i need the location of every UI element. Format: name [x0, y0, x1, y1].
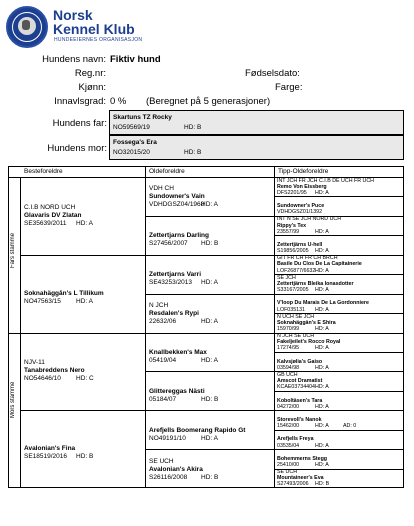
- row-divider: [274, 196, 404, 197]
- inbreeding-value: 0 %: [110, 96, 127, 107]
- great-grandparents-title: N JCH: [149, 302, 169, 310]
- great-great-grandparents-reg: KCAE03734404: [277, 384, 315, 391]
- great-grandparents-hd: HD: B: [201, 395, 219, 403]
- mother-box: [109, 135, 404, 160]
- great-great-grandparents-hd: HD: A: [315, 423, 329, 430]
- grandparents-hd: HD: A: [76, 219, 93, 227]
- great-great-grandparents-reg: 04272/00: [277, 403, 300, 410]
- great-great-grandparents-hd: HD: A: [315, 325, 329, 332]
- great-great-grandparents-hd: HD: A: [315, 364, 329, 371]
- great-grandparents-reg: 05419/04: [149, 356, 177, 364]
- sex-label: Kjønn:: [78, 82, 106, 93]
- birth-label: Fødselsdato:: [245, 68, 300, 79]
- great-great-grandparents-ad: AD: 0: [343, 423, 357, 430]
- great-grandparents-name: Sundowner's Vain: [149, 193, 205, 201]
- row-divider: [274, 391, 404, 392]
- mother-reg: NO32015/20: [113, 149, 150, 156]
- great-grandparents-hd: HD: A: [201, 434, 218, 442]
- grandparents-name: Soknahäggån's L Tillikum: [24, 289, 104, 297]
- great-great-grandparents-title: N JCH SE UCH: [277, 333, 315, 339]
- great-great-grandparents-name: Zettertjärns U-hell: [277, 242, 323, 248]
- great-great-grandparents-reg: 23557/99: [277, 228, 300, 235]
- great-great-grandparents-title: INT JCH FR JCH C.I.B DE UCH FR UCH: [277, 177, 375, 184]
- great-great-grandparents-hd: HD: A: [315, 442, 329, 449]
- grandparents-title: C.I.B NORD UCH: [24, 203, 76, 211]
- col-header-grandparents: Besteforeldre: [24, 168, 63, 175]
- great-great-grandparents-hd: HD: A: [315, 384, 329, 391]
- row-divider: [274, 235, 404, 236]
- great-grandparents-reg: S27456/2007: [149, 240, 188, 248]
- great-great-grandparents-name: Mountaineer's Eva: [277, 475, 324, 482]
- grandparents-name: Tanabreddens Nero: [24, 367, 85, 375]
- col-divider: [274, 166, 275, 488]
- great-great-grandparents-reg: LOF26877/6632: [277, 267, 316, 274]
- grandparents-hd: HD: C: [76, 375, 94, 383]
- great-great-grandparents-hd: HD: A: [315, 248, 329, 255]
- father-reg: NO59569/19: [113, 124, 150, 131]
- great-great-grandparents-reg: 03594/98: [277, 364, 300, 371]
- row-divider: [145, 294, 404, 295]
- great-great-grandparents-title: INT N SE JCH NORD UCH: [277, 216, 342, 223]
- father-hd: HD: B: [184, 124, 202, 131]
- great-grandparents-reg: VDHDGSZ04/1968: [149, 201, 205, 209]
- row-divider: [145, 449, 404, 450]
- great-grandparents-reg: NO49191/10: [149, 434, 186, 442]
- name-label: Hundens navn:: [42, 54, 106, 65]
- great-grandparents-reg: S26116/2008: [149, 473, 188, 481]
- great-great-grandparents-hd: HD: A: [315, 462, 329, 469]
- great-great-grandparents-name: Amscot Dramatist: [277, 378, 323, 385]
- grandparents-hd: HD: A: [76, 297, 93, 305]
- name-value: Fiktiv hund: [110, 54, 161, 65]
- grandparents-name: Glavaris DV Zlatan: [24, 211, 82, 219]
- great-great-grandparents-name: V'loop Du Marais De La Gordonniere: [277, 300, 369, 307]
- great-grandparents-title: VDH CH: [149, 185, 174, 193]
- great-great-grandparents-title: SE UCH: [277, 469, 298, 476]
- great-grandparents-hd: HD: A: [201, 201, 218, 209]
- org-name-line2: Kennel Klub: [53, 21, 135, 37]
- row-divider: [20, 410, 404, 411]
- great-grandparents-name: Zettertjarns Varri: [149, 271, 202, 279]
- grandparents-reg: NO47563/15: [24, 297, 61, 305]
- great-great-grandparents-hd: HD: A: [315, 228, 329, 235]
- great-grandparents-reg: SE43253/2013: [149, 279, 193, 287]
- mother-name: Fossega's Era: [113, 139, 157, 146]
- inbreeding-label: Innavlsgrad:: [54, 96, 106, 107]
- great-great-grandparents-hd: HD: A: [315, 306, 329, 313]
- father-label: Hundens far:: [52, 118, 107, 129]
- great-grandparents-reg: 05184/07: [149, 395, 177, 403]
- great-grandparents-name: Arefjells Boomerang Rapido Gt: [149, 426, 246, 434]
- father-name: Skartuns TZ Rocky: [113, 114, 172, 121]
- great-great-grandparents-reg: 25410/00: [277, 462, 300, 469]
- great-great-grandparents-title: N UCH SE JCH: [277, 313, 315, 320]
- great-great-grandparents-name: Zettertjärns Bleika Ionasdotter: [277, 280, 354, 287]
- col-divider: [145, 166, 146, 488]
- great-grandparents-name: Resdalen's Rypi: [149, 310, 199, 318]
- great-great-grandparents-title: SE JCH: [277, 274, 296, 281]
- great-grandparents-name: Glittereggas Nästi: [149, 387, 205, 395]
- great-great-grandparents-hd: HD: A: [315, 267, 329, 274]
- inbreeding-note: (Beregnet på 5 generasjoner): [146, 96, 271, 107]
- great-great-grandparents-reg: 17274/95: [277, 345, 300, 352]
- great-grandparents-name: Avalonian's Akira: [149, 465, 203, 473]
- great-great-grandparents-hd: HD: A: [315, 287, 329, 294]
- great-great-grandparents-hd: HD: A: [315, 403, 329, 410]
- row-divider: [274, 352, 404, 353]
- great-great-grandparents-reg: 15970/99: [277, 325, 300, 332]
- great-great-grandparents-name: Fakeljeilet's Rocco Royal: [277, 339, 341, 346]
- great-great-grandparents-reg: S33167/2005: [277, 287, 309, 294]
- great-great-grandparents-hd: HD: A: [315, 189, 329, 196]
- great-great-grandparents-reg: DFS2201/95: [277, 189, 307, 196]
- color-label: Farge:: [275, 82, 303, 93]
- great-great-grandparents-title: GB UCH: [277, 371, 298, 378]
- grandparents-reg: NO54646/10: [24, 375, 61, 383]
- great-great-grandparents-name: Remo Von Eissberg: [277, 183, 327, 190]
- grandparents-hd: HD: B: [76, 453, 94, 461]
- great-great-grandparents-reg: S19856/2005: [277, 248, 309, 255]
- grandparents-title: NJV-11: [24, 359, 45, 367]
- great-great-grandparents-reg: VDHDGSZ01/1392: [277, 209, 323, 216]
- great-great-grandparents-reg: LOF035131: [277, 306, 305, 313]
- great-grandparents-hd: HD: A: [201, 356, 218, 364]
- great-grandparents-name: Knallbekken's Max: [149, 348, 207, 356]
- great-great-grandparents-title: GIT FR CH FR CH BRCH: [277, 255, 338, 262]
- great-grandparents-hd: HD: A: [201, 279, 218, 287]
- mother-label: Hundens mor:: [47, 143, 107, 154]
- great-great-grandparents-name: Bohemmerns Stegg: [277, 455, 328, 462]
- great-great-grandparents-hd: HD: B: [315, 481, 330, 488]
- great-grandparents-title: SE UCH: [149, 457, 174, 465]
- mother-hd: HD: B: [184, 149, 202, 156]
- great-great-grandparents-name: Rippy's Tex: [277, 222, 307, 229]
- great-grandparents-name: Zettertjarns Darling: [149, 232, 209, 240]
- org-name-line1: Norsk: [53, 7, 93, 23]
- great-great-grandparents-name: Storevoll's Nanok: [277, 416, 322, 423]
- father-box: [109, 110, 404, 135]
- great-grandparents-reg: 22632/06: [149, 318, 177, 326]
- grandparents-reg: SE35639/2011: [24, 219, 67, 227]
- row-divider: [274, 430, 404, 431]
- great-grandparents-hd: HD: B: [201, 473, 219, 481]
- nkk-logo-icon: [6, 6, 48, 48]
- great-great-grandparents-name: Soknahäggån's E Shira: [277, 319, 336, 326]
- col-header-great-grandparents: Oldeforeldre: [149, 168, 185, 175]
- mors-stamme-label: Mors stamme: [10, 381, 16, 419]
- fars-stamme-label: Fars stamme: [10, 232, 16, 268]
- grandparents-reg: SE18519/2016: [24, 453, 68, 461]
- reg-label: Reg.nr:: [74, 68, 106, 79]
- great-great-grandparents-name: Basile Du Clos De La Capitainerie: [277, 261, 362, 268]
- great-great-grandparents-reg: 15462/00: [277, 423, 300, 430]
- great-grandparents-hd: HD: B: [201, 240, 219, 248]
- great-grandparents-hd: HD: A: [201, 318, 218, 326]
- great-great-grandparents-reg: S27493/2006: [277, 481, 309, 488]
- grandparents-name: Avalonian's Fina: [24, 445, 76, 453]
- great-great-grandparents-reg: 03535/04: [277, 442, 300, 449]
- great-great-grandparents-name: Koboltåsen's Tara: [277, 397, 323, 404]
- great-great-grandparents-name: Kalvsjølia's Gaiso: [277, 358, 323, 365]
- org-tagline: HUNDEEIERNES ORGANISASJON: [54, 37, 143, 43]
- great-great-grandparents-name: Sundowner's Puce: [277, 203, 325, 210]
- great-great-grandparents-hd: HD: A: [315, 345, 329, 352]
- great-great-grandparents-name: Arefjells Freya: [277, 436, 314, 443]
- col-header-great-great-grandparents: Tipp-Oldeforeldre: [278, 168, 329, 175]
